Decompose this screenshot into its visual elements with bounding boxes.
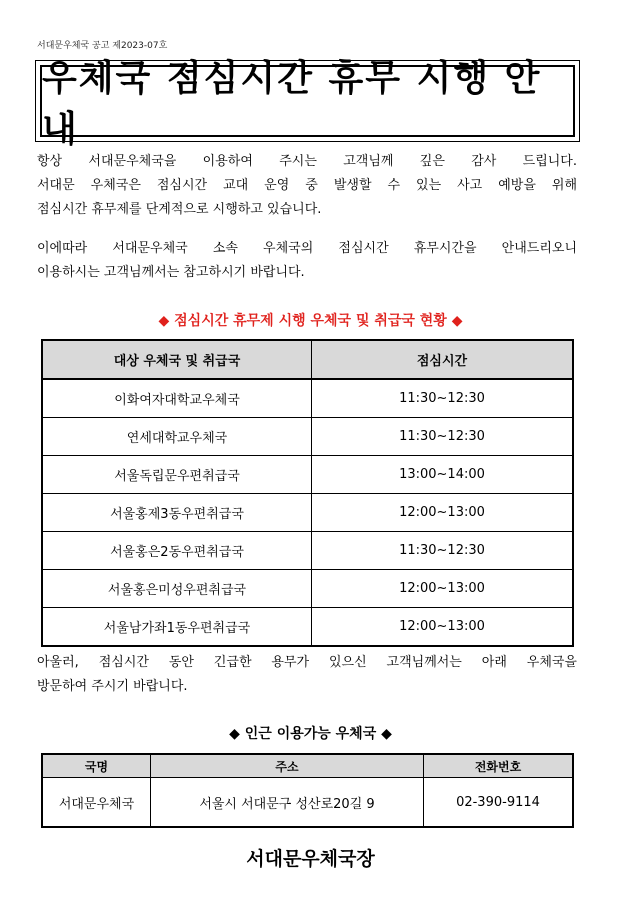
table-row xyxy=(42,456,573,494)
lunch-time-cell: 11:30~12:30 xyxy=(312,532,574,570)
column-header-address: 주소 xyxy=(151,754,424,778)
table-row xyxy=(42,379,573,418)
lunch-section-heading: ◆ 점심시간 휴무제 시행 우체국 및 취급국 현황 ◆ xyxy=(158,313,463,329)
notice-paragraph xyxy=(37,237,577,285)
closing-line: 방문하여 주시기 바랍니다. xyxy=(37,679,188,694)
office-name-cell: 서울독립문우편취급국 xyxy=(42,456,312,494)
nearby-section-heading: ◆ 인근 이용가능 우체국 ◆ xyxy=(229,726,392,742)
office-name-cell: 서울홍은미성우편취급국 xyxy=(42,570,312,608)
office-name-cell: 서울홍제3동우편취급국 xyxy=(42,494,312,532)
office-name-cell: 서울남가좌1동우편취급국 xyxy=(42,608,312,647)
intro-line: 점심시간 휴무제를 단계적으로 시행하고 있습니다. xyxy=(37,202,322,217)
notice-number: 서대문우체국 공고 제2023-07호 xyxy=(37,41,168,51)
phone-cell: 02-390-9114 xyxy=(424,778,574,828)
lunch-time-cell: 12:00~13:00 xyxy=(312,608,574,647)
lunch-time-cell: 12:00~13:00 xyxy=(312,494,574,532)
closing-line: 아울러, 점심시간 동안 긴급한 용무가 있으신 고객님께서는 아래 우체국을 xyxy=(37,655,577,670)
title-frame xyxy=(40,58,575,150)
signature: 서대문우체국장 xyxy=(246,848,375,870)
column-header-office-name: 국명 xyxy=(42,754,151,778)
table-header-row xyxy=(42,340,573,379)
column-header-lunch-time: 점심시간 xyxy=(312,340,574,379)
table-row xyxy=(42,494,573,532)
title-box xyxy=(35,58,580,150)
notice-line: 이용하시는 고객님께서는 참고하시기 바랍니다. xyxy=(37,265,305,280)
nearby-office-table xyxy=(41,753,574,828)
table-row xyxy=(42,418,573,456)
table-row xyxy=(42,608,573,647)
intro-line: 서대문 우체국은 점심시간 교대 운영 중 발생할 수 있는 사고 예방을 위해 xyxy=(37,178,577,193)
office-name-cell: 연세대학교우체국 xyxy=(42,418,312,456)
table-header-row xyxy=(42,754,573,778)
document-title: 우체국 점심시간 휴무 시행 안내 xyxy=(42,58,542,150)
office-name-cell: 서울홍은2동우편취급국 xyxy=(42,532,312,570)
office-name-cell: 서대문우체국 xyxy=(42,778,151,828)
address-cell: 서울시 서대문구 성산로20길 9 xyxy=(151,778,424,828)
office-name-cell: 이화여자대학교우체국 xyxy=(42,379,312,418)
table-row xyxy=(42,570,573,608)
table-row xyxy=(42,778,573,828)
lunch-time-cell: 11:30~12:30 xyxy=(312,418,574,456)
lunch-time-cell: 13:00~14:00 xyxy=(312,456,574,494)
lunch-time-cell: 12:00~13:00 xyxy=(312,570,574,608)
intro-paragraph xyxy=(37,150,577,222)
table-row xyxy=(42,532,573,570)
column-header-phone: 전화번호 xyxy=(424,754,574,778)
column-header-office: 대상 우체국 및 취급국 xyxy=(42,340,312,379)
notice-line: 이에따라 서대문우체국 소속 우체국의 점심시간 휴무시간을 안내드리오니 xyxy=(37,241,577,256)
intro-line: 항상 서대문우체국을 이용하여 주시는 고객님께 깊은 감사 드립니다. xyxy=(37,154,577,169)
closing-paragraph xyxy=(37,651,577,699)
lunch-time-cell: 11:30~12:30 xyxy=(312,379,574,418)
lunch-hours-table xyxy=(41,339,574,647)
